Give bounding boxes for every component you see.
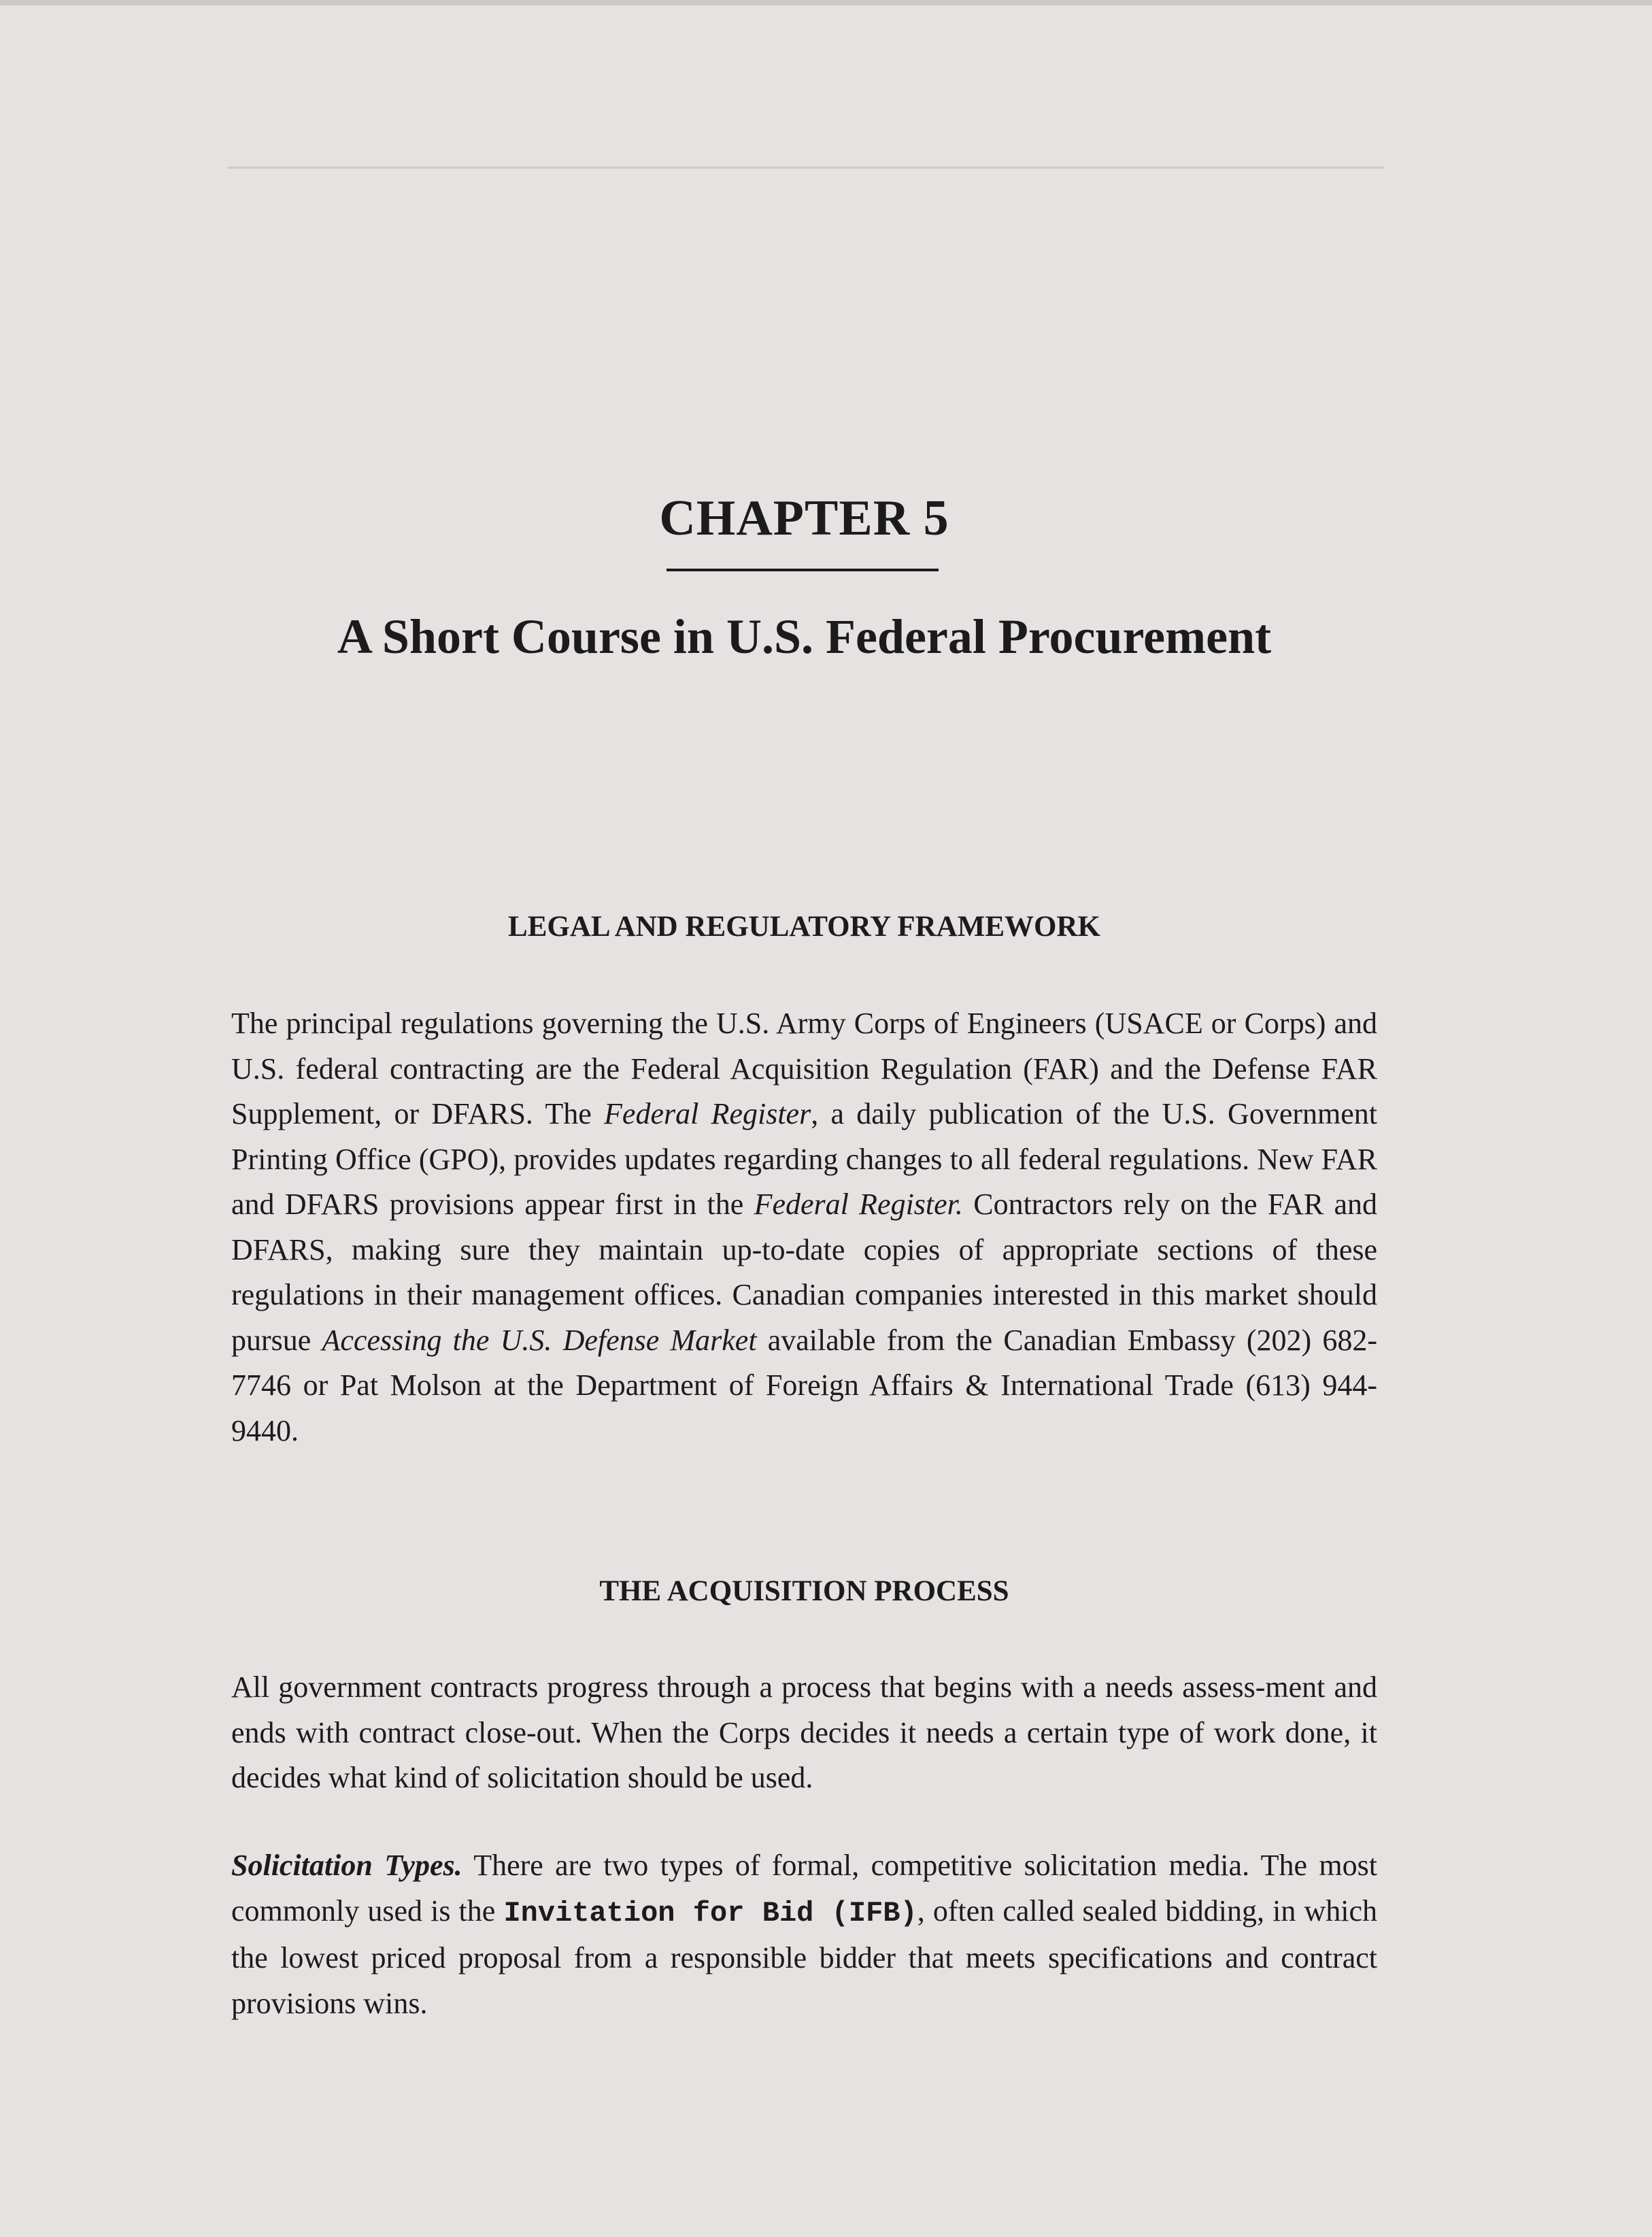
solicitation-paragraph xyxy=(231,1843,1377,2026)
legal-paragraph xyxy=(231,1001,1377,1453)
section-heading-legal: LEGAL AND REGULATORY FRAMEWORK xyxy=(508,911,1100,943)
solicitation-ifb-term: Invitation for Bid (IFB) xyxy=(503,1896,917,1930)
chapter-underline xyxy=(667,569,939,571)
solicitation-lead: Solicitation Types. xyxy=(231,1849,462,1882)
page-top-edge xyxy=(0,0,1652,5)
legal-text-2: , a daily publication of the U.S. Government Printing Office (GPO), provides updates regarding changes to all federal regulations. New FAR and DFARS provisions appear first in the xyxy=(231,1097,1377,1221)
section-heading-acquisition: THE ACQUISITION PROCESS xyxy=(599,1575,1009,1607)
chapter-title: A Short Course in U.S. Federal Procurement xyxy=(337,609,1272,664)
bleed-through-rule xyxy=(228,167,1384,169)
legal-italic-market-guide: Accessing the U.S. Defense Market xyxy=(322,1323,757,1357)
solicitation-text-1: There are two types of formal, competitive solicitation media. The most commonly used is the xyxy=(231,1849,1377,1928)
legal-italic-federal-register: Federal Register xyxy=(604,1097,811,1130)
legal-text-1: The principal regulations governing the U.S. Army Corps of Engineers (USACE or Corps) and U.S. federal contracting are the Federal Acquisition Regulation (FAR) and the Defense FAR Supplement, or DFARS. The xyxy=(231,1007,1377,1130)
chapter-label: CHAPTER 5 xyxy=(659,490,949,546)
solicitation-text-2: , often called sealed bidding, in which the lowest priced proposal from a responsible bidder that meets specifications and contract provisions wins. xyxy=(231,1894,1377,2020)
legal-italic-federal-register-2: Federal Register. xyxy=(754,1188,963,1221)
acquisition-paragraph: All government contracts progress through a process that begins with a needs assess-ment and ends with contract close-out. When the Corps decides it needs a certain type of work done, it decides what kind of solicitation should be used. xyxy=(231,1670,1377,1794)
legal-text-4: available from the Canadian Embassy (202) 682-7746 or Pat Molson at the Department of Foreign Affairs & International Trade (613) 944-9440. xyxy=(231,1323,1378,1447)
legal-text-3: Contractors rely on the FAR and DFARS, making sure they maintain up-to-date copies of appropriate sections of these regulations in their management offices. Canadian companies interested in this market should pursue xyxy=(231,1188,1377,1357)
